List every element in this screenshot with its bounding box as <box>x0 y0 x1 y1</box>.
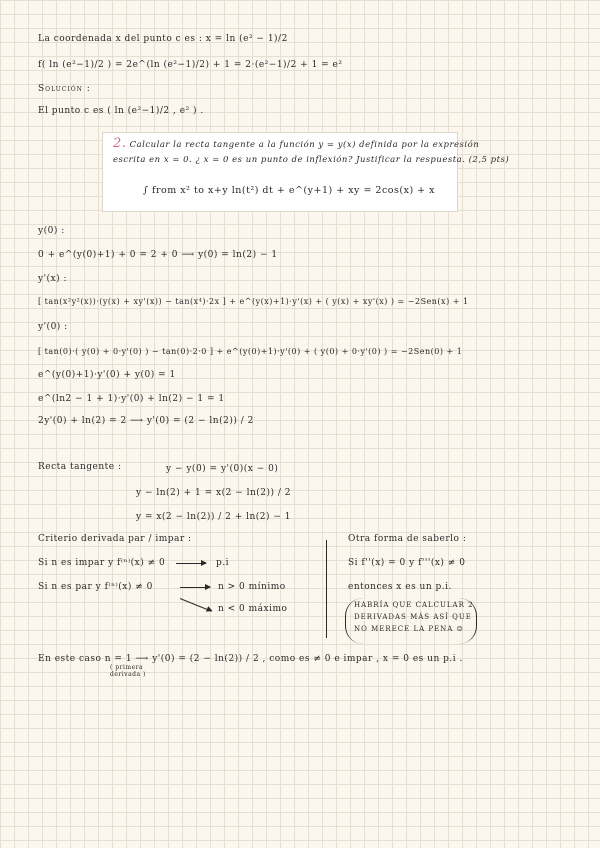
criterion-even-min: n > 0 mínimo <box>218 582 286 592</box>
note-line-1: HABRÍA QUE CALCULAR 2 <box>354 601 474 609</box>
note-bubble <box>345 598 477 644</box>
final-note-2: derivada ) <box>110 671 146 678</box>
solution-label: Solución : <box>38 84 91 94</box>
note-line-3: NO MERECE LA PENA ☺ <box>354 625 464 633</box>
exercise-statement-line-1: 2. Calcular la recta tangente a la función y = y(x) definida por la expresión <box>113 136 480 151</box>
yprime-x-label: y'(x) : <box>38 274 68 284</box>
arrow-even-max <box>180 598 212 612</box>
criterion-title: Criterio derivada par / impar : <box>38 534 192 544</box>
y0-label: y(0) : <box>38 226 65 236</box>
tangent-step-1: y − y(0) = y'(0)(x − 0) <box>166 464 279 474</box>
exercise-number: 2. <box>113 136 127 151</box>
alternative-condition: Si f''(x) = 0 y f'''(x) ≠ 0 <box>348 558 466 568</box>
line-point-c: El punto c es ( ln (e²−1)/2 , e² ) . <box>38 106 204 116</box>
tangent-step-2: y − ln(2) + 1 = x(2 − ln(2)) / 2 <box>136 488 292 498</box>
criterion-even-max: n < 0 máximo <box>218 604 288 614</box>
alternative-title: Otra forma de saberlo : <box>348 534 467 544</box>
tangent-step-3: y = x(2 − ln(2)) / 2 + ln(2) − 1 <box>136 512 292 522</box>
line-coord-x: La coordenada x del punto c es : x = ln (e² − 1)/2 <box>38 34 288 44</box>
exercise-box <box>102 132 510 212</box>
y0-equation: 0 + e^(y(0)+1) + 0 = 2 + 0 ⟶ y(0) = ln(2) − 1 <box>38 250 278 260</box>
arrow-even-min <box>180 587 210 588</box>
criterion-odd-result: p.i <box>216 558 230 568</box>
yprime-0-equation: [ tan(0)·( y(0) + 0·y'(0) ) − tan(0)·2·0 ] + e^(y(0)+1)·y'(0) + ( y(0) + 0·y'(0) ) = −2Sen(0) + 1 <box>38 347 463 356</box>
criterion-odd: Si n es impar y f⁽ⁿ⁾(x) ≠ 0 <box>38 558 166 568</box>
arrow-odd <box>176 563 206 564</box>
yprime-0-label: y'(0) : <box>38 322 68 332</box>
line-f-evaluation: f( ln (e²−1)/2 ) = 2e^(ln (e²−1)/2) + 1 = 2·(e²−1)/2 + 1 = e² <box>38 60 343 70</box>
alternative-conclusion: entonces x es un p.i. <box>348 582 452 592</box>
note-line-2: DERIVADAS MÁS ASÍ QUE <box>354 613 472 621</box>
criterion-even: Si n es par y f⁽ⁿ⁾(x) ≠ 0 <box>38 582 153 592</box>
exercise-statement-line-2: escrita en x = 0. ¿ x = 0 es un punto de inflexión? Justificar la respuesta. (2,5 pts) <box>113 155 510 165</box>
final-note-1: ( primera <box>110 664 144 671</box>
simplified-equation-2: e^(ln2 − 1 + 1)·y'(0) + ln(2) − 1 = 1 <box>38 394 225 404</box>
yprime-x-equation: [ tan(x²y²(x))·(y(x) + xy'(x)) − tan(x⁴)·2x ] + e^(y(x)+1)·y'(x) + ( y(x) + xy'(x) ) = −2Sen(x) + 1 <box>38 297 469 306</box>
exercise-formula: ∫ from x² to x+y ln(t²) dt + e^(y+1) + xy = 2cos(x) + x <box>143 185 436 196</box>
divider-line <box>326 540 327 638</box>
final-conclusion: En este caso n = 1 ⟶ y'(0) = (2 − ln(2)) / 2 , como es ≠ 0 e impar , x = 0 es un p.i . <box>38 654 463 664</box>
simplified-equation-1: e^(y(0)+1)·y'(0) + y(0) = 1 <box>38 370 176 380</box>
tangent-line-label: Recta tangente : <box>38 462 122 472</box>
yprime-0-result: 2y'(0) + ln(2) = 2 ⟶ y'(0) = (2 − ln(2)) / 2 <box>38 416 254 426</box>
